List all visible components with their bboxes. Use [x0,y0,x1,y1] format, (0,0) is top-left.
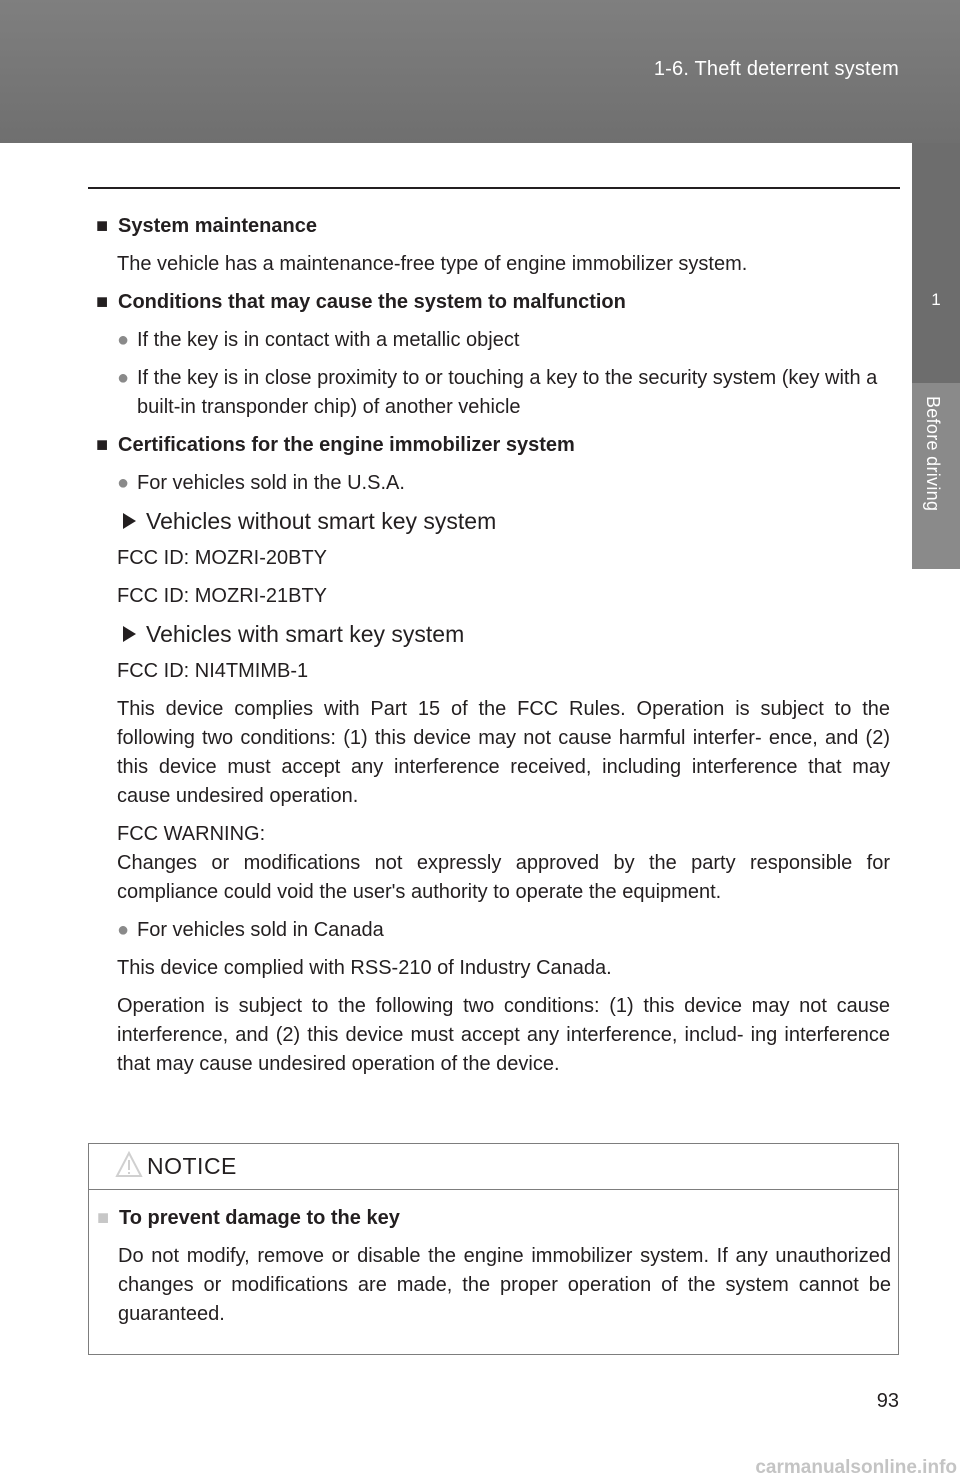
subheading-with-smart-key [96,617,890,651]
chapter-tab [912,143,960,383]
top-divider [88,187,900,189]
subheading-text: Vehicles without smart key system [146,508,497,534]
bullet-text: If the key is in contact with a metallic object [137,329,520,351]
rss-text: This device complied with RSS-210 of Industry Canada. [117,957,612,979]
list-item [96,326,890,355]
notice-header [89,1144,898,1190]
chapter-number: 1 [931,290,941,309]
page-number: 93 [876,1390,899,1412]
fcc-id: FCC ID: MOZRI-21BTY [117,585,328,607]
subheading-text: Vehicles with smart key system [146,621,465,647]
notice-text: Do not modify, remove or disable the engine immobilizer system. If any unauthorized changes or modifications are made, the proper operation of the system cannot be guaranteed. [118,1245,891,1325]
circle-bullet-icon: ● [117,472,130,494]
fcc-id: FCC ID: NI4TMIMB-1 [117,660,309,682]
bullet-text: If the key is in close proximity to or touching a key to the security system (key with a built-in transponder chip) of another vehicle [137,367,878,418]
warning-title: FCC WARNING: [117,823,266,845]
circle-bullet-icon: ● [117,329,130,351]
list-item [96,364,890,422]
heading-text: Certifications for the engine immobilizer system [118,434,575,456]
certifications-heading [96,431,890,460]
heading-text: To prevent damage to the key [119,1207,400,1229]
list-item [96,916,890,945]
circle-bullet-icon: ● [117,919,130,941]
chapter-label: Before driving [923,396,943,512]
bullet-text: For vehicles sold in Canada [137,919,384,941]
watermark: carmanualsonline.info [755,1457,957,1478]
notice-box [88,1143,899,1355]
notice-title: NOTICE [147,1153,237,1179]
circle-bullet-icon: ● [117,367,130,389]
heading-text: System maintenance [118,215,317,237]
warning-triangle-icon [115,1151,143,1179]
square-icon: ■ [96,434,109,456]
warning-text: Changes or modifications not expressly approved by the party responsible for compliance could void the user's authority to operate the equipment. [117,852,890,903]
main-content [96,212,890,1079]
notice-heading [97,1204,891,1233]
canada-text: Operation is subject to the following two conditions: (1) this device may not cause interference, and (2) this device must accept any interference, includ- ing interference that may cause undesired operation of the device. [117,995,890,1075]
list-item [96,469,890,498]
section-title: 1-6. Theft deterrent system [653,58,899,80]
bullet-text: For vehicles sold in the U.S.A. [137,472,405,494]
page-header [0,0,960,143]
subheading-without-smart-key [96,504,890,538]
maintenance-heading [96,212,890,241]
maintenance-text: The vehicle has a maintenance-free type of engine immobilizer system. [117,253,748,275]
square-icon: ■ [97,1207,110,1229]
malfunction-heading [96,288,890,317]
compliance-text: This device complies with Part 15 of the FCC Rules. Operation is subject to the following two conditions: (1) this device may not cause harmful interfer- ence, and (2) this device must accept any interference received, including interference that may cause undesired operation. [117,698,890,807]
square-icon: ■ [96,215,109,237]
square-icon: ■ [96,291,109,313]
fcc-id: FCC ID: MOZRI-20BTY [117,547,328,569]
triangle-arrow-icon [123,513,136,529]
notice-body [97,1204,891,1329]
triangle-arrow-icon [123,626,136,642]
heading-text: Conditions that may cause the system to malfunction [118,291,626,313]
